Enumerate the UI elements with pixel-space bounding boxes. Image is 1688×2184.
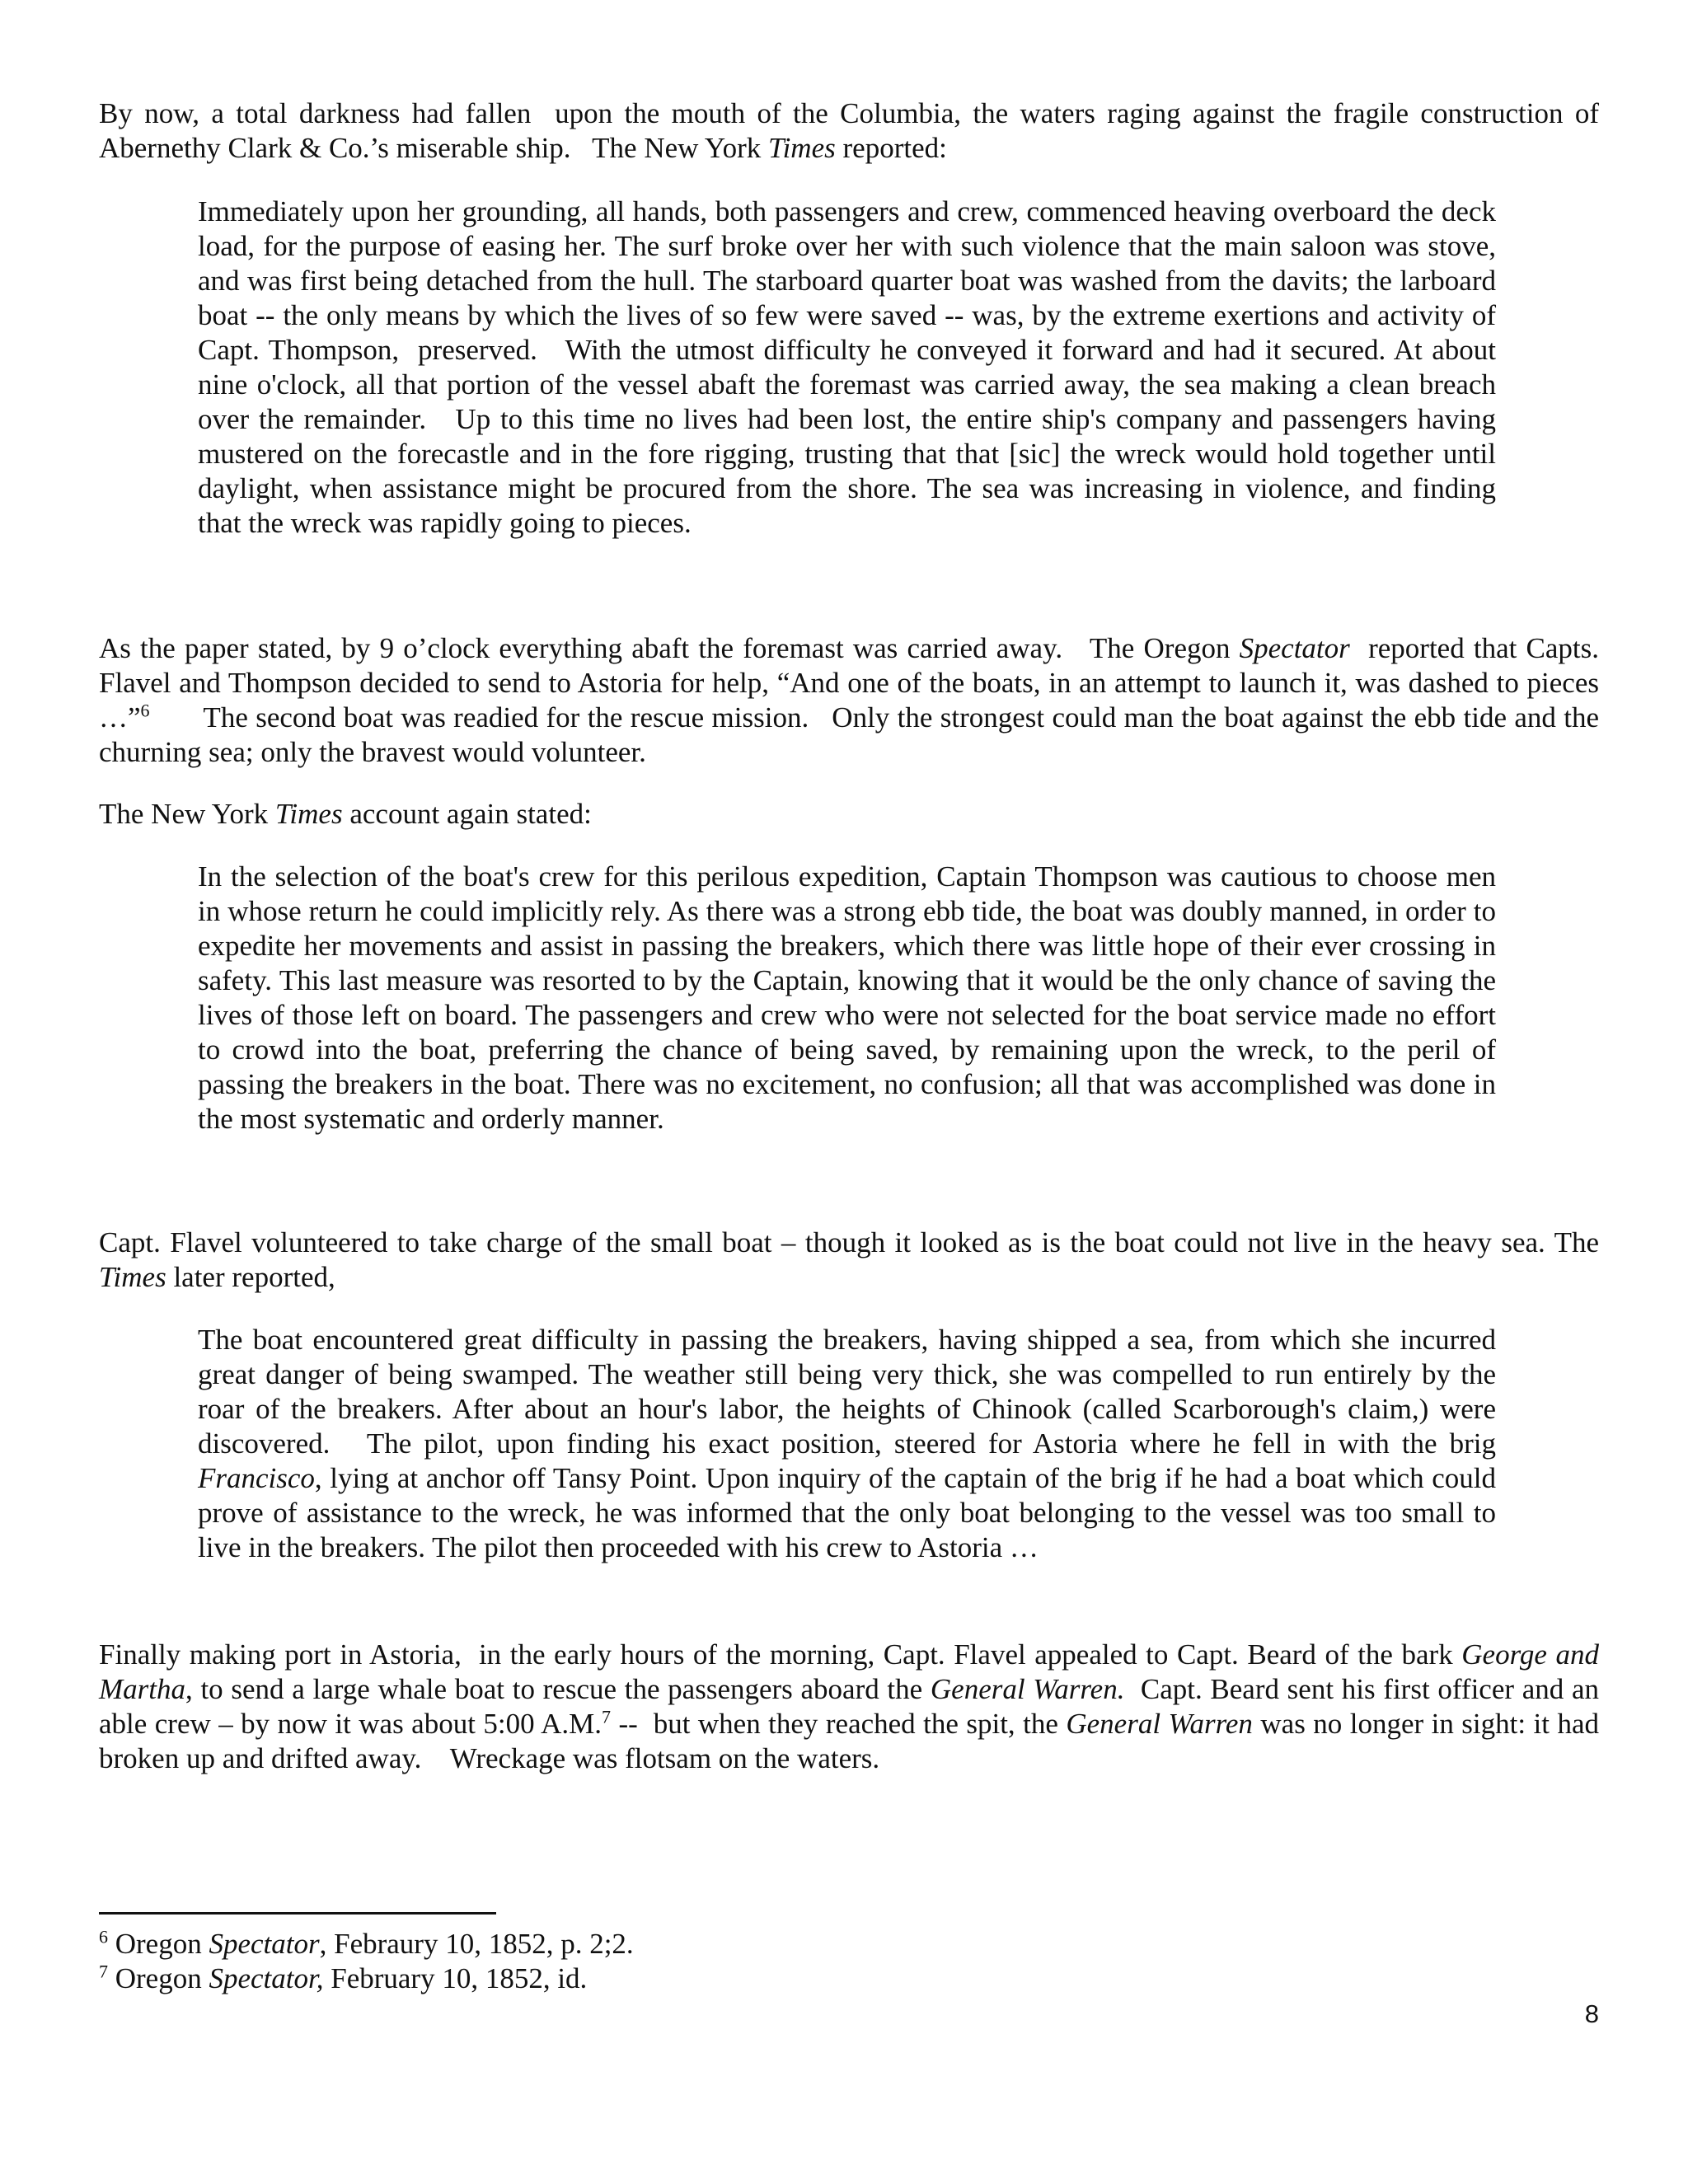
footnote-6: $^6$ Oregon Spectator, Febraury 10, 1852, p. 2;2. (99, 1926, 634, 1960)
body-paragraph-1: By now, a total darkness had fallen upon the mouth of the Columbia, the waters raging against the fragile construction of Abernethy Clark & Co.’s miserable ship. The New York Times reported: (99, 97, 1605, 164)
footnote-separator (99, 1912, 496, 1915)
footnote-7: $^7$ Oregon Spectator, February 10, 1852, id. (99, 1961, 588, 1994)
block-quote-2: In the selection of the boat's crew for this perilous expedition, Captain Thompson was cautious to choose men in whose return he could implicitly rely. As there was a strong ebb tide, the boat was doubly manned, in order to expedite her movements and assist in passing the breakers, which there was little hope of their ever crossing in safety. This last measure was resorted to by the Captain, knowing that it would be the only chance of saving the lives of those left on board. The passengers and crew who were not selected for the boat service made no effort to crowd into the boat, preferring the chance of being saved, by remaining upon the wreck, to the peril of passing the breakers in the boat. There was no excitement, no confusion; all that was accomplished was done in the most systematic and orderly manner. (198, 860, 1503, 1135)
page-number: 8 (1584, 1999, 1599, 2028)
footnote-ref-6: 6 (140, 700, 150, 721)
footnote-ref-7: 7 (602, 1706, 612, 1727)
block-quote-1: Immediately upon her grounding, all hands, both passengers and crew, commenced heaving overboard the deck load, for the purpose of easing her. The surf broke over her with such violence that the main saloon was stove, and was first being detached from the hull. The starboard quarter boat was washed from the davits; the larboard boat -- the only means by which the lives of so few were saved -- was, by the extreme exertions and activity of Capt. Thompson, preserved. With the utmost difficulty he conveyed it forward and had it secured. At about nine o'clock, all that portion of the vessel abaft the foremast was carried away, the sea making a clean breach over the remainder. Up to this time no lives had been lost, the entire ship's company and passengers having mustered on the forecastle and in the fore rigging, trusting that that [sic] the wreck would hold together until daylight, when assistance might be procured from the shore. The sea was increasing in violence, and finding that the wreck was rapidly going to pieces. (198, 195, 1503, 539)
body-paragraph-2: As the paper stated, by 9 o’clock everything abaft the foremast was carried away. The Oregon Spectator reported that Capts. Flavel and Thompson decided to send to Astoria for help, “And one of the boats, in an attempt to launch it, was dashed to pieces …”$^6$ The second boat was readied for the rescue mission. Only the strongest could man the boat against the ebb tide and the churning sea; only the bravest would volunteer. (99, 632, 1606, 768)
body-paragraph-3: The New York Times account again stated: (99, 798, 592, 830)
body-paragraph-5: Finally making port in Astoria, in the early hours of the morning, Capt. Flavel appealed to Capt. Beard of the bark George and Martha, to send a large whale boat to rescue the passengers aboard the General Warren. Capt. Beard sent his first officer and an able crew – by now it was about 5:00 A.M.$^7$ -- but when they reached the spit, the General Warren was no longer in sight: it had broken up and drifted away. Wreckage was flotsam on the waters. (99, 1638, 1606, 1774)
body-paragraph-4: Capt. Flavel volunteered to take charge of the small boat – though it looked as is the boat could not live in the heavy sea. The Times later reported, (99, 1226, 1606, 1293)
block-quote-3: The boat encountered great difficulty in passing the breakers, having shipped a sea, from which she incurred great danger of being swamped. The weather still being very thick, she was compelled to run entirely by the roar of the breakers. After about an hour's labor, the heights of Chinook (called Scarborough's claim,) were discovered. The pilot, upon finding his exact position, steered for Astoria where he fell in with the brig Francisco, lying at anchor off Tansy Point. Upon inquiry of the captain of the brig if he had a boat which could prove of assistance to the wreck, he was informed that the only boat belonging to the vessel was too small to live in the breakers. The pilot then proceeded with his crew to Astoria … (198, 1324, 1503, 1563)
